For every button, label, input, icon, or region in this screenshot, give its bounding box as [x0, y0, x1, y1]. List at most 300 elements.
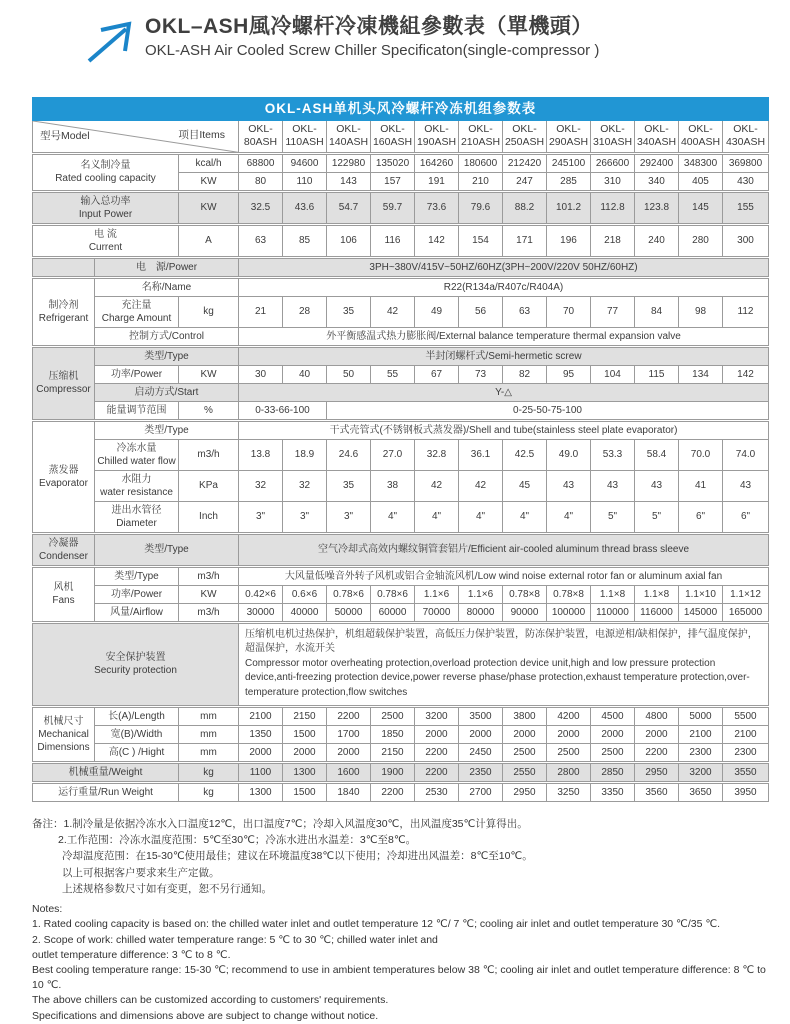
row-label: 进出水管径 Diameter [95, 501, 179, 533]
row-dim-length [33, 706, 769, 725]
value-cell: 1300 [283, 762, 327, 782]
merged-value: 大风量低噪音外转子风机或铝合金轴流风机/Low wind noise external rotor fan or aluminum axial fan [239, 566, 769, 585]
unit-cell: KW [179, 365, 239, 383]
value-cell: 2000 [635, 725, 679, 743]
value-cell: 95 [547, 365, 591, 383]
merged-value: 干式壳管式(不锈钢板式蒸发器)/Shell and tube(stainless steel plate evaporator) [239, 420, 769, 439]
value-cell: 2950 [503, 782, 547, 801]
row-refrigerant-name [33, 277, 769, 296]
value-cell: 405 [679, 172, 723, 191]
value-cell: 6" [679, 501, 723, 533]
row-label: 控制方式/Control [95, 327, 239, 346]
row-capacity-kcal [33, 153, 769, 172]
note-line-zh: 冷却温度范围：在15-30℃使用最佳；建议在环境温度38℃以下使用；冷却进出风温差：8℃至10℃。 [62, 850, 533, 863]
value-cell: 74.0 [723, 439, 769, 470]
value-cell: 3550 [723, 762, 769, 782]
value-cell: 180600 [459, 153, 503, 172]
value-cell: 165000 [723, 603, 769, 622]
unit-cell: KW [179, 172, 239, 191]
value-cell: 38 [371, 470, 415, 501]
value-cell: 43.6 [283, 191, 327, 224]
value-cell: 32 [239, 470, 283, 501]
value-cell: 247 [503, 172, 547, 191]
value-cell: 40 [283, 365, 327, 383]
row-label: 名义制冷量 Rated cooling capacity [33, 153, 179, 191]
value-cell: 77 [591, 296, 635, 327]
value-cell: 70.0 [679, 439, 723, 470]
value-cell: 154 [459, 224, 503, 257]
value-cell: 42 [371, 296, 415, 327]
value-cell: 56 [459, 296, 503, 327]
value-cell: 116 [371, 224, 415, 257]
row-label: 电 流 Current [33, 224, 179, 257]
value-cell: 2200 [327, 706, 371, 725]
value-cell: 2000 [459, 725, 503, 743]
value-cell: 1500 [283, 725, 327, 743]
model-header: OKL- 290ASH [547, 120, 591, 153]
value-cell: 4" [415, 501, 459, 533]
model-header: OKL- 190ASH [415, 120, 459, 153]
value-cell: 300 [723, 224, 769, 257]
value-cell: 80 [239, 172, 283, 191]
value-cell: 3800 [503, 706, 547, 725]
value-cell: 84 [635, 296, 679, 327]
value-cell: 42 [415, 470, 459, 501]
value-cell: 112 [723, 296, 769, 327]
value-cell: 50000 [327, 603, 371, 622]
value-cell: 70000 [415, 603, 459, 622]
row-start-mode [33, 383, 769, 401]
arrow-up-right-icon [84, 18, 136, 69]
security-text-zh: 压缩机电机过热保护，机组超载保护装置，高低压力保护装置，防冻保护装置，电源逆相/缺相保护，排气温度保护，超温保护，水流开关 [245, 628, 758, 655]
value-cell: 41 [679, 470, 723, 501]
row-airflow [33, 603, 769, 622]
unit-cell: KPa [179, 470, 239, 501]
value-cell: 218 [591, 224, 635, 257]
row-water-resistance [33, 470, 769, 501]
value-cell: 157 [371, 172, 415, 191]
value-cell: 88.2 [503, 191, 547, 224]
value-cell: 2300 [679, 743, 723, 762]
value-cell: 54.7 [327, 191, 371, 224]
value-cell: 210 [459, 172, 503, 191]
value-cell: 21 [239, 296, 283, 327]
note-line-en: 1. Rated cooling capacity is based on: the chilled water inlet and outlet temperature 12 ℃/ 7 ℃; cooling air inlet and outlet temperature 30 ℃/35 ℃. [32, 918, 721, 931]
group-empty-cell [33, 257, 95, 277]
value-cell: 123.8 [635, 191, 679, 224]
value-cell: 101.2 [547, 191, 591, 224]
value-cell: 6" [723, 501, 769, 533]
row-weight [33, 762, 769, 782]
page-title-zh: OKL–ASH風冷螺杆冷凍機組參數表（單機頭） [145, 15, 593, 38]
value-cell: 98 [679, 296, 723, 327]
value-cell: 2000 [327, 743, 371, 762]
unit-cell: A [179, 224, 239, 257]
value-cell: 42 [459, 470, 503, 501]
value-cell: 32.8 [415, 439, 459, 470]
note-line-en: outlet temperature difference: 3 ℃ to 8 ℃. [32, 948, 231, 961]
row-label: 功率/Power [95, 365, 179, 383]
row-fan-type [33, 566, 769, 585]
value-cell: 340 [635, 172, 679, 191]
value-cell: 3" [283, 501, 327, 533]
value-cell: 3350 [591, 782, 635, 801]
value-cell: 70 [547, 296, 591, 327]
value-cell: 2000 [503, 725, 547, 743]
unit-cell: mm [179, 706, 239, 725]
note-line-en: Notes: [32, 903, 63, 916]
row-current [33, 224, 769, 257]
unit-cell: kg [179, 762, 239, 782]
value-cell: 135020 [371, 153, 415, 172]
group-label: 制冷剂 Refrigerant [33, 277, 95, 346]
unit-cell: mm [179, 725, 239, 743]
unit-cell: mm [179, 743, 239, 762]
value-cell: 240 [635, 224, 679, 257]
value-cell: 2300 [723, 743, 769, 762]
value-cell: 42.5 [503, 439, 547, 470]
row-label: 水阻力 water resistance [95, 470, 179, 501]
value-cell: 1600 [327, 762, 371, 782]
group-label: 冷凝器 Condenser [33, 533, 95, 566]
value-cell: 2000 [547, 725, 591, 743]
value-cell: 40000 [283, 603, 327, 622]
value-cell: 1.1×8 [635, 585, 679, 603]
value-cell: 4" [459, 501, 503, 533]
value-cell: 2200 [635, 743, 679, 762]
model-header: OKL- 160ASH [371, 120, 415, 153]
value-cell: 73.6 [415, 191, 459, 224]
row-evaporator-type [33, 420, 769, 439]
value-cell: 90000 [503, 603, 547, 622]
merged-value: 3PH~380V/415V~50HZ/60HZ(3PH~200V/220V 50HZ/60HZ) [239, 257, 769, 277]
row-label: 冷冻水量 Chilled water flow [95, 439, 179, 470]
row-dim-height [33, 743, 769, 762]
note-line-en: Best cooling temperature range: 15-30 ℃; recommend to use in ambient temperatures below 38 ℃; cooling air inlet and outlet temperature difference: 8 ℃ to 10 ℃. [32, 963, 766, 992]
merged-value: 外平衡感温式热力膨胀阀/External balance temperature thermal expansion valve [239, 327, 769, 346]
table-title-row [33, 98, 769, 121]
row-label: 功率/Power [95, 585, 179, 603]
value-cell: 310 [591, 172, 635, 191]
row-control [33, 327, 769, 346]
row-label: 安全保护装置 Security protection [33, 622, 239, 706]
unit-cell: m3/h [179, 603, 239, 622]
model-header: OKL- 210ASH [459, 120, 503, 153]
model-header: OKL- 110ASH [283, 120, 327, 153]
value-cell: 348300 [679, 153, 723, 172]
security-text-en: Compressor motor overheating protection,overload protection device unit,high and low pressure protection device,anti-freezing protection device,power reverse phase/phase protection,exhaust temperature protection,over-temperature protection,flow switches [245, 658, 750, 698]
notes-en [32, 902, 777, 1024]
value-cell: 4200 [547, 706, 591, 725]
value-cell: 2000 [283, 743, 327, 762]
value-cell: 2500 [503, 743, 547, 762]
value-cell: 4800 [635, 706, 679, 725]
value-cell: 2150 [283, 706, 327, 725]
value-cell: 4" [371, 501, 415, 533]
value-cell: 115 [635, 365, 679, 383]
value-cell: 32.5 [239, 191, 283, 224]
notes-zh [32, 816, 762, 897]
value-cell: 2200 [415, 743, 459, 762]
row-label: 长(A)/Length [95, 706, 179, 725]
value-cell: 2200 [415, 762, 459, 782]
value-cell: 2200 [371, 782, 415, 801]
corner-items-label: 项目Items [178, 128, 225, 141]
value-cell: 94600 [283, 153, 327, 172]
value-cell: 5500 [723, 706, 769, 725]
value-cell: 80000 [459, 603, 503, 622]
value-cell: 155 [723, 191, 769, 224]
note-line-zh: 上述规格参数尺寸如有变更，恕不另行通知。 [62, 882, 272, 895]
merged-value: R22(R134a/R407c/R404A) [239, 277, 769, 296]
value-cell: 18.9 [283, 439, 327, 470]
row-label: 机械重量/Weight [33, 762, 179, 782]
row-compressor-power [33, 365, 769, 383]
row-charge-amount [33, 296, 769, 327]
model-header: OKL- 340ASH [635, 120, 679, 153]
row-label: 运行重量/Run Weight [33, 782, 179, 801]
row-dim-width [33, 725, 769, 743]
value-cell: 58.4 [635, 439, 679, 470]
unit-cell: kcal/h [179, 153, 239, 172]
value-cell: 3250 [547, 782, 591, 801]
value-cell: 1500 [283, 782, 327, 801]
group-label: 风机 Fans [33, 566, 95, 622]
security-text [239, 622, 769, 706]
group-label: 压缩机 Compressor [33, 346, 95, 420]
value-cell: 43 [547, 470, 591, 501]
row-label: 类型/Type [95, 533, 239, 566]
value-cell: 30 [239, 365, 283, 383]
value-cell: 1.1×10 [679, 585, 723, 603]
note-line-en: 2. Scope of work: chilled water temperature range: 5 ℃ to 30 ℃; chilled water inlet and [32, 933, 438, 946]
model-header: OKL- 310ASH [591, 120, 635, 153]
corner-cell [33, 120, 239, 153]
merged-value: 半封闭螺杆式/Semi-hermetic screw [239, 346, 769, 365]
value-cell: 1900 [371, 762, 415, 782]
value-cell: 430 [723, 172, 769, 191]
row-pipe-diameter [33, 501, 769, 533]
value-cell: 1.1×12 [723, 585, 769, 603]
value-cell: 0.6×6 [283, 585, 327, 603]
unit-cell: % [179, 401, 239, 420]
value-cell: 49.0 [547, 439, 591, 470]
value-cell: 0.78×6 [327, 585, 371, 603]
value-cell: 24.6 [327, 439, 371, 470]
value-cell: 5" [591, 501, 635, 533]
value-cell: 3200 [679, 762, 723, 782]
value-cell: 4500 [591, 706, 635, 725]
value-cell: 2950 [635, 762, 679, 782]
value-cell: 116000 [635, 603, 679, 622]
value-cell: 3950 [723, 782, 769, 801]
value-cell: 2530 [415, 782, 459, 801]
value-cell: 369800 [723, 153, 769, 172]
model-header: OKL- 140ASH [327, 120, 371, 153]
model-header: OKL- 250ASH [503, 120, 547, 153]
value-cell: 164260 [415, 153, 459, 172]
value-cell: 63 [503, 296, 547, 327]
value-cell: 5" [635, 501, 679, 533]
value-cell: 2000 [591, 725, 635, 743]
row-label: 类型/Type [95, 346, 239, 365]
value-cell: 142 [415, 224, 459, 257]
value-cell: 3200 [415, 706, 459, 725]
value-cell: 35 [327, 296, 371, 327]
row-label: 高(C ) /Hight [95, 743, 179, 762]
unit-cell: kg [179, 782, 239, 801]
value-cell: 245100 [547, 153, 591, 172]
value-cell: 2700 [459, 782, 503, 801]
value-cell: 1850 [371, 725, 415, 743]
value-cell: 3650 [679, 782, 723, 801]
value-cell: 1100 [239, 762, 283, 782]
value-cell: 50 [327, 365, 371, 383]
value-cell: 191 [415, 172, 459, 191]
value-cell: 1.1×6 [459, 585, 503, 603]
model-header: OKL- 80ASH [239, 120, 283, 153]
value-cell: 63 [239, 224, 283, 257]
value-cell: 2100 [239, 706, 283, 725]
row-fan-power [33, 585, 769, 603]
value-cell: 13.8 [239, 439, 283, 470]
row-label: 类型/Type [95, 420, 239, 439]
unit-cell: m3/h [179, 439, 239, 470]
value-cell: 1300 [239, 782, 283, 801]
value-cell: 32 [283, 470, 327, 501]
note-line-zh: 以上可根据客户要求来生产定做。 [62, 866, 220, 879]
value-cell: 4" [503, 501, 547, 533]
value-cell: 28 [283, 296, 327, 327]
value-cell: 4" [547, 501, 591, 533]
row-run-weight [33, 782, 769, 801]
row-label: 电 源/Power [95, 257, 239, 277]
row-security [33, 622, 769, 706]
value-cell: 104 [591, 365, 635, 383]
value-cell: 0.78×8 [547, 585, 591, 603]
value-cell: 2100 [679, 725, 723, 743]
row-input-power [33, 191, 769, 224]
unit-cell: Inch [179, 501, 239, 533]
merged-value: 空气冷却式高效内螺纹铜管套铝片/Efficient air-cooled aluminum thread brass sleeve [239, 533, 769, 566]
value-cell: 2850 [591, 762, 635, 782]
value-cell: 1700 [327, 725, 371, 743]
spec-table [32, 97, 769, 802]
value-cell: 196 [547, 224, 591, 257]
row-label: 能量调节范围 [95, 401, 179, 420]
value-cell: 0.78×6 [371, 585, 415, 603]
value-cell: 2100 [723, 725, 769, 743]
page-header [84, 14, 790, 69]
row-energy-range [33, 401, 769, 420]
row-label: 类型/Type [95, 566, 179, 585]
value-cell: 85 [283, 224, 327, 257]
value-cell: 3" [327, 501, 371, 533]
note-line-zh: 2.工作范围：冷冻水温度范围：5℃至30℃；冷冻水进出水温差：3℃至8℃。 [58, 834, 417, 847]
value-cell: 171 [503, 224, 547, 257]
value-cell: 145 [679, 191, 723, 224]
group-label: 蒸发器 Evaporator [33, 420, 95, 533]
unit-cell: KW [179, 585, 239, 603]
merged-value: 0-25-50-75-100 [327, 401, 769, 420]
value-cell: 112.8 [591, 191, 635, 224]
value-cell: 68800 [239, 153, 283, 172]
value-cell: 145000 [679, 603, 723, 622]
row-label: 输入总功率 Input Power [33, 191, 179, 224]
value-cell: 53.3 [591, 439, 635, 470]
table-title: OKL-ASH单机头风冷螺杆冷冻机组参数表 [33, 98, 769, 121]
value-cell: 100000 [547, 603, 591, 622]
value-cell: 30000 [239, 603, 283, 622]
value-cell: 67 [415, 365, 459, 383]
group-label: 机械尺寸 Mechanical Dimensions [33, 706, 95, 762]
value-cell: 2350 [459, 762, 503, 782]
value-cell: 73 [459, 365, 503, 383]
unit-cell: kg [179, 296, 239, 327]
row-compressor-type [33, 346, 769, 365]
value-cell: 122980 [327, 153, 371, 172]
value-cell: 49 [415, 296, 459, 327]
value-cell: 2150 [371, 743, 415, 762]
value-cell: 106 [327, 224, 371, 257]
value-cell: 280 [679, 224, 723, 257]
merged-value: Y-△ [239, 383, 769, 401]
value-cell: 292400 [635, 153, 679, 172]
value-cell: 2000 [239, 743, 283, 762]
value-cell: 60000 [371, 603, 415, 622]
value-cell: 3560 [635, 782, 679, 801]
value-cell: 266600 [591, 153, 635, 172]
value-cell: 82 [503, 365, 547, 383]
model-header: OKL- 400ASH [679, 120, 723, 153]
value-cell: 5000 [679, 706, 723, 725]
note-line-zh: 备注：1.制冷量是依据冷冻水入口温度12℃，出口温度7℃；冷却入风温度30℃，出风温度35℃计算得出。 [32, 817, 528, 830]
value-cell: 1840 [327, 782, 371, 801]
corner-model-label: 型号Model [40, 130, 90, 143]
row-chilled-water-flow [33, 439, 769, 470]
value-cell: 55 [371, 365, 415, 383]
value-cell: 0.78×8 [503, 585, 547, 603]
value-cell: 3" [239, 501, 283, 533]
spec-table-container [32, 97, 769, 802]
model-header-row [33, 120, 769, 153]
model-header: OKL- 430ASH [723, 120, 769, 153]
row-label: 宽(B)/Width [95, 725, 179, 743]
value-cell: 134 [679, 365, 723, 383]
value-cell: 0.42×6 [239, 585, 283, 603]
value-cell: 3500 [459, 706, 503, 725]
note-line-en: Specifications and dimensions above are subject to change without notice. [32, 1009, 379, 1022]
value-cell: 2450 [459, 743, 503, 762]
row-condenser-type [33, 533, 769, 566]
note-line-en: The above chillers can be customized according to customers' requirements. [32, 994, 389, 1007]
value-cell: 2500 [371, 706, 415, 725]
value-cell: 27.0 [371, 439, 415, 470]
value-cell: 143 [327, 172, 371, 191]
value-cell: 285 [547, 172, 591, 191]
row-label: 名称/Name [95, 277, 239, 296]
unit-cell: KW [179, 191, 239, 224]
value-cell: 59.7 [371, 191, 415, 224]
value-cell: 2550 [503, 762, 547, 782]
value-cell: 79.6 [459, 191, 503, 224]
value-cell: 142 [723, 365, 769, 383]
value-cell: 43 [591, 470, 635, 501]
value-cell: 2800 [547, 762, 591, 782]
value-cell: 1.1×8 [591, 585, 635, 603]
value-cell: 1.1×6 [415, 585, 459, 603]
value-cell: 43 [723, 470, 769, 501]
